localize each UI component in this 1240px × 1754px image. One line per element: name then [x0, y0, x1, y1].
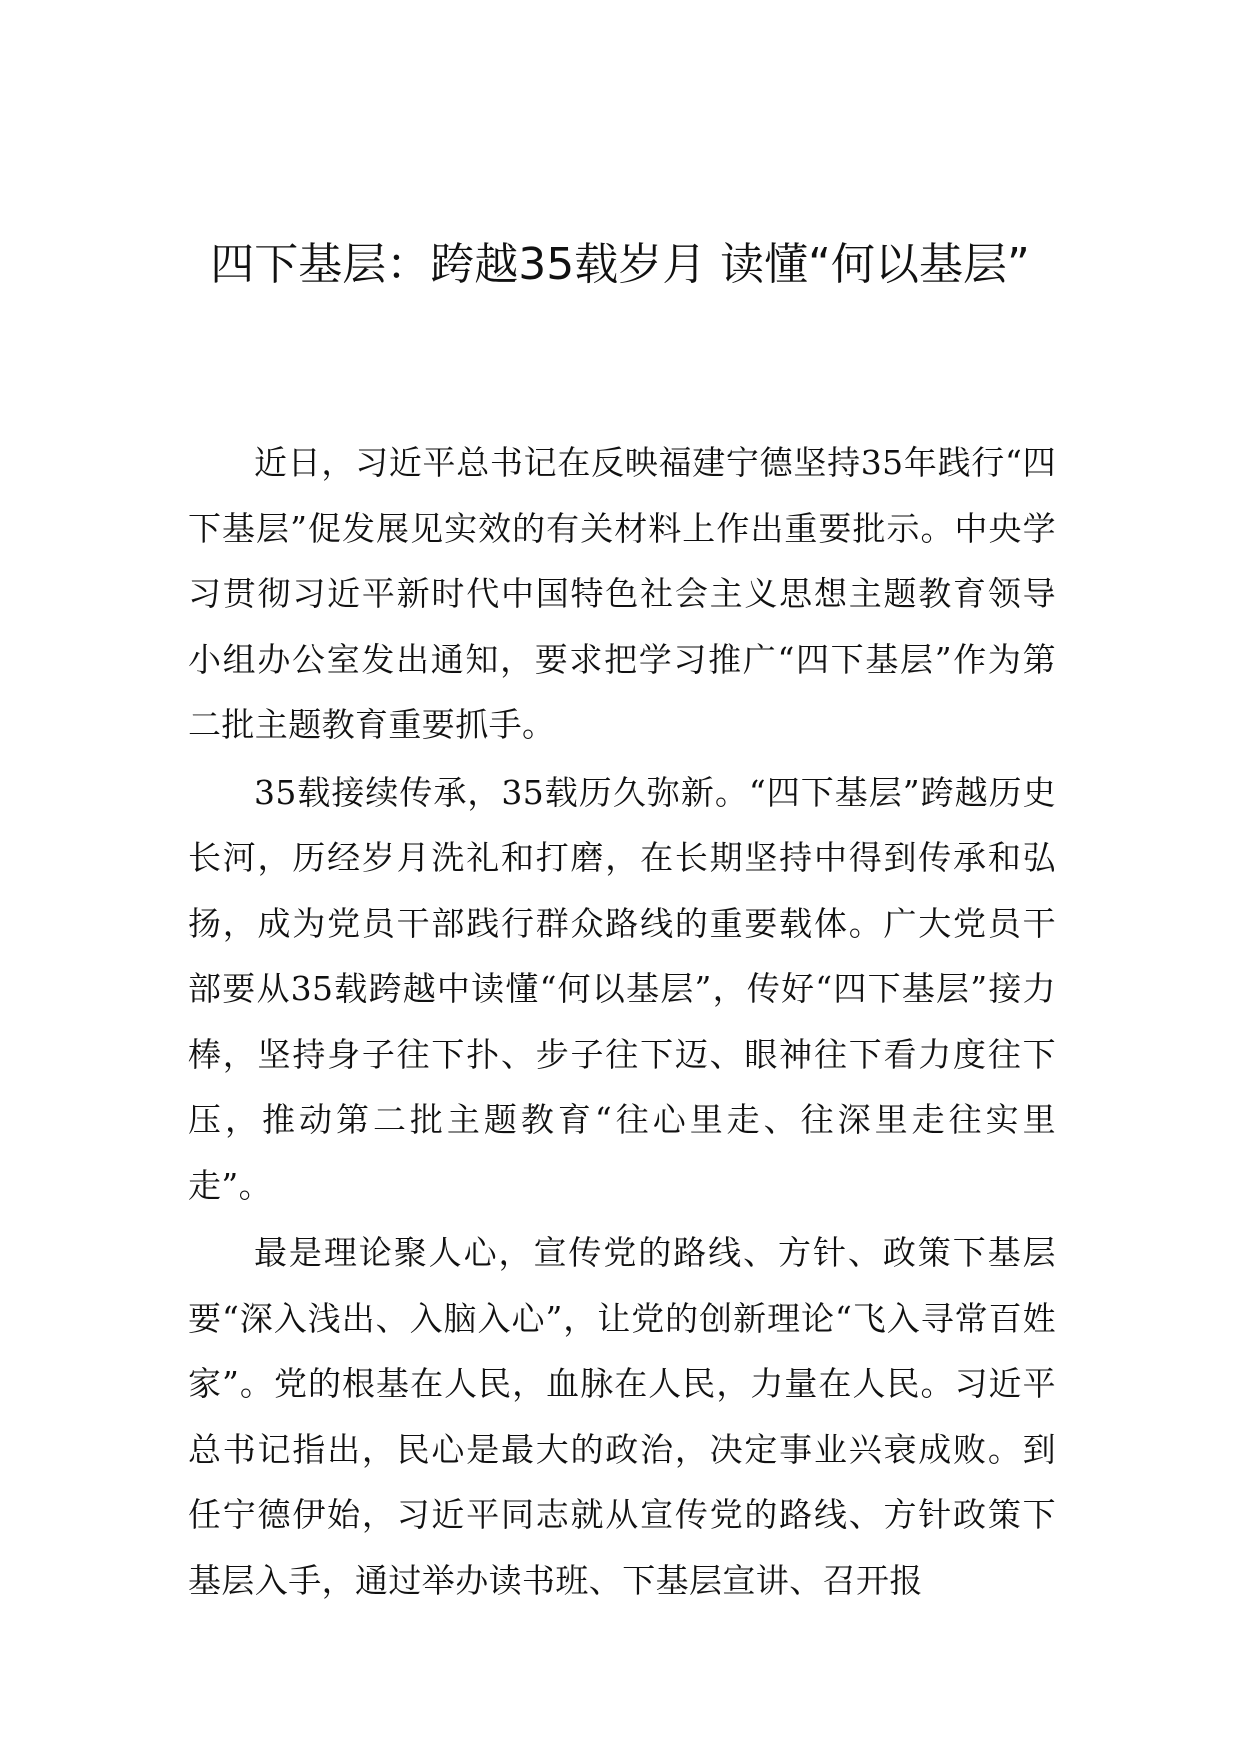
paragraph-2: 35载接续传承，35载历久弥新。“四下基层”跨越历史长河，历经岁月洗礼和打磨，在长期坚持中得到传承和弘扬，成为党员干部践行群众路线的重要载体。广大党员干部要从35载跨越中读懂“何以基层”，传好“四下基层”接力棒，坚持身子往下扑、步子往下迈、眼神往下看力度往下压，推动第二批主题教育“往心里走、往深里走往实里走”。 — [188, 772, 1056, 1205]
paragraph-1: 近日，习近平总书记在反映福建宁德坚持35年践行“四下基层”促发展见实效的有关材料上作出重要批示。中央学习贯彻习近平新时代中国特色社会主义思想主题教育领导小组办公室发出通知，要求把学习推广“四下基层”作为第二批主题教育重要抓手。 — [188, 443, 1056, 744]
paragraph-3: 最是理论聚人心，宣传党的路线、方针、政策下基层要“深入浅出、入脑入心”，让党的创新理论“飞入寻常百姓家”。党的根基在人民，血脉在人民，力量在人民。习近平总书记指出，民心是最大的政治，决定事业兴衰成败。到任宁德伊始，习近平同志就从宣传党的路线、方针政策下基层入手，通过举办读书班、下基层宣讲、召开报 — [188, 1233, 1056, 1600]
document-body — [188, 430, 1056, 1613]
document-title: 四下基层：跨越35载岁月 读懂“何以基层” — [210, 239, 1030, 290]
